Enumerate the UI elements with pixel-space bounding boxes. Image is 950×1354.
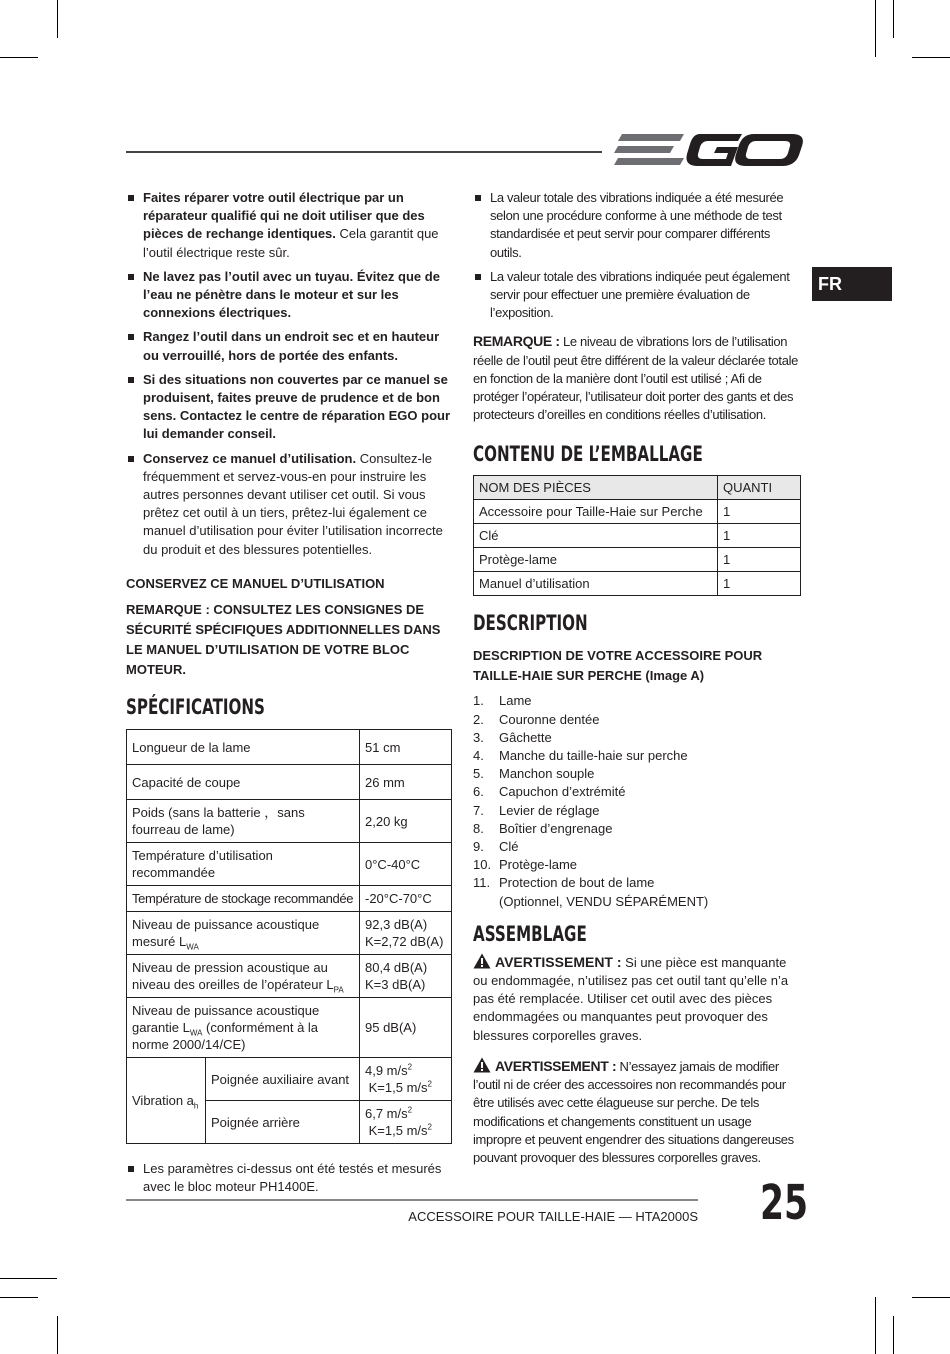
part-label: Boîtier d’engrenage	[499, 820, 613, 836]
vibration-remark	[473, 332, 801, 424]
header-rule	[126, 151, 602, 153]
warning-text: Si une pièce est manquante ou endommagée, n’utilisez pas cet outil tant qu’elle n’a pas été remplacée. Utiliser cet outil avec des pièces endommagées ou manquantes peut provoquer des blessures corporelles graves.	[473, 954, 789, 1043]
part-qty: 1	[718, 548, 801, 572]
bullet-text: Cela garantit que l’outil électrique reste sûr.	[143, 226, 439, 260]
spec-label: Poignée arrière	[206, 1101, 360, 1144]
warning-modification	[473, 1057, 801, 1167]
spec-label-text: Niveau de puissance acoustique garantie L	[132, 1003, 320, 1036]
spec-label-text: Vibration a	[132, 1093, 194, 1109]
language-tab: FR	[812, 267, 892, 301]
part-qty: 1	[718, 524, 801, 548]
part-qty: 1	[718, 500, 801, 524]
list-item	[473, 820, 801, 838]
list-item	[126, 371, 452, 444]
part-name: Clé	[474, 524, 718, 548]
warning-missing-parts	[473, 953, 801, 1045]
list-item: La valeur totale des vibrations indiquée a été mesurée selon une procédure conforme à une méthode de test standardisée et peut servir pour comparer différents outils.	[473, 189, 801, 262]
spec-label-text: Niveau de puissance acoustique mesuré L	[132, 917, 320, 950]
part-label: Manche du taille-haie sur perche	[499, 748, 688, 764]
right-column	[473, 189, 801, 1167]
spec-value	[360, 912, 452, 955]
table-row	[127, 912, 452, 955]
part-name: Manuel d’utilisation	[474, 572, 718, 596]
remark-label: REMARQUE :	[473, 333, 560, 350]
spec-note-list	[126, 1160, 452, 1196]
list-item	[473, 802, 801, 820]
spec-label	[127, 998, 360, 1058]
spec-value-line: 80,4 dB(A)	[365, 960, 428, 976]
spec-value	[360, 1101, 452, 1144]
part-number: 7.	[473, 802, 484, 818]
spec-value: 26 mm	[360, 765, 452, 800]
list-item: La valeur totale des vibrations indiquée peut également servir pour effectuer une première évaluation de l’exposition.	[473, 268, 801, 323]
spec-value: 2,20 kg	[360, 800, 452, 843]
warning-label: AVERTISSEMENT :	[495, 953, 622, 970]
part-label: Levier de réglage	[499, 802, 600, 818]
warning-icon	[473, 1057, 491, 1073]
description-subheading: DESCRIPTION DE VOTRE ACCESSOIRE POUR TAILLE-HAIE SUR PERCHE (Image A)	[473, 648, 763, 684]
part-label: Lame	[499, 693, 532, 709]
list-item	[473, 692, 801, 710]
part-number: 5.	[473, 766, 484, 782]
table-row	[127, 800, 452, 843]
spec-label	[127, 955, 360, 998]
spec-subscript: PA	[333, 985, 344, 995]
warning-text: N’essayez jamais de modifier l’outil ni de créer des accessoires non recommandés pour être utilisés avec cette élagueuse sur perche. De tels modifications et changements constituent un usage impropre et peuvent engendrer des situations dangereuses pouvant provoquer des blessures corporelles graves.	[473, 1058, 794, 1165]
spec-value-line: K=1,5 m/s	[368, 1080, 428, 1096]
warning-label: AVERTISSEMENT :	[495, 1057, 617, 1074]
footer-rule	[126, 1199, 698, 1201]
spec-superscript: 2	[427, 1122, 432, 1132]
part-label: Couronne dentée	[499, 711, 600, 727]
safety-bullet-list	[126, 189, 452, 559]
vibration-bullet-list	[473, 189, 801, 322]
spec-value: 95 dB(A)	[360, 998, 452, 1058]
spec-superscript: 2	[407, 1105, 413, 1115]
specifications-table	[126, 729, 452, 1144]
ego-logo	[614, 130, 804, 170]
part-name: Protège-lame	[474, 548, 718, 572]
spec-value: -20°C-70°C	[360, 886, 452, 912]
part-name: Accessoire pour Taille-Haie sur Perche	[474, 500, 718, 524]
list-item	[473, 711, 801, 729]
spec-label: Longueur de la lame	[127, 730, 360, 765]
bullet-text: Consultez-le fréquemment et servez-vous-en pour instruire les autres personnes devant utiliser cet outil. Si vous prêtez cet outil à un tiers, prêtez-lui également ce manuel d’utilisation pour éviter l’utilisation incorrecte du produit et des blessures potentielles.	[143, 450, 443, 557]
package-contents-table	[473, 475, 801, 596]
list-item	[473, 783, 801, 801]
table-row	[127, 765, 452, 800]
spec-subscript: WA	[189, 1028, 203, 1038]
part-qty: 1	[718, 572, 801, 596]
table-row	[127, 886, 452, 912]
spec-label: Température d’utilisation recommandée	[127, 843, 360, 886]
list-item: Les paramètres ci-dessus ont été testés et mesurés avec le bloc moteur PH1400E.	[126, 1160, 452, 1196]
part-label: Capuchon d’extrémité	[499, 784, 626, 800]
description-title: DESCRIPTION	[473, 611, 588, 636]
part-label: Clé	[499, 839, 519, 855]
table-row	[127, 955, 452, 998]
column-header: NOM DES PIÈCES	[474, 476, 718, 500]
spec-superscript: 2	[407, 1062, 413, 1072]
list-item	[473, 838, 801, 856]
part-number: 6.	[473, 784, 484, 800]
spec-label: Capacité de coupe	[127, 765, 360, 800]
spec-label: Poids (sans la batterie ，sans fourreau de lame)	[127, 800, 360, 843]
bullet-bold-text: Si des situations non couvertes par ce manuel se produisent, faites preuve de prudence et de bon sens. Contactez le centre de réparation EGO pour lui demander conseil.	[143, 371, 451, 442]
specifications-title: SPÉCIFICATIONS	[126, 695, 265, 720]
left-column	[126, 189, 452, 1202]
part-label: Protège-lame	[499, 857, 578, 873]
list-item	[473, 856, 801, 874]
part-number: 11.	[473, 875, 491, 891]
spec-label: Poignée auxiliaire avant	[206, 1058, 360, 1101]
column-header: QUANTI	[718, 476, 801, 500]
footer-title: ACCESSOIRE POUR TAILLE-HAIE — HTA2000S	[408, 1209, 698, 1224]
spec-value-line: 4,9 m/s	[365, 1063, 408, 1079]
spec-value	[360, 1058, 452, 1101]
spec-subscript: WA	[186, 942, 199, 952]
part-number: 9.	[473, 839, 484, 855]
remark-text: Le niveau de vibrations lors de l’utilisation réelle de l’outil peut être différent de la valeur déclarée totale en fonction de la manière dont l’outil est utilisé ; Afi de protéger l’opérateur, l’utilisateur doit porter des gants et des protecteurs d’oreilles en conditions réelles d’utilisation.	[473, 334, 798, 423]
table-row	[474, 500, 801, 524]
bullet-bold-text: Rangez l’outil dans un endroit sec et en hauteur ou verrouillé, hors de portée des enfants.	[143, 329, 440, 363]
spec-value-line: 92,3 dB(A)	[365, 917, 428, 933]
part-label: Manchon souple	[499, 766, 595, 782]
spec-subscript: h	[193, 1101, 199, 1111]
part-number: 8.	[473, 820, 484, 836]
part-number: 2.	[473, 711, 484, 727]
part-number: 3.	[473, 729, 484, 745]
list-item	[473, 765, 801, 783]
table-header-row	[474, 476, 801, 500]
spec-value-line: K=1,5 m/s	[368, 1123, 428, 1139]
table-row	[474, 548, 801, 572]
spec-value-line: K=2,72 dB(A)	[365, 934, 444, 950]
list-item	[126, 450, 452, 559]
part-number: 1.	[473, 693, 484, 709]
spec-value-line: 6,7 m/s	[365, 1106, 408, 1122]
list-item	[126, 328, 452, 364]
package-contents-title: CONTENU DE L’EMBALLAGE	[473, 442, 703, 467]
bullet-bold-text: Ne lavez pas l’outil avec un tuyau. Évitez que de l’eau ne pénètre dans le moteur et sur les connexions électriques.	[143, 268, 440, 321]
part-label-note: (Optionnel, VENDU SÉPARÉMENT)	[499, 893, 709, 909]
table-row	[127, 1058, 452, 1101]
part-number: 4.	[473, 748, 484, 764]
warning-icon	[473, 953, 491, 969]
table-row	[127, 730, 452, 765]
part-label: Gâchette	[499, 729, 552, 745]
list-item	[473, 729, 801, 747]
list-item	[126, 268, 452, 323]
part-label: Protection de bout de lame	[499, 875, 655, 891]
page-number: 25	[760, 1175, 809, 1231]
parts-list	[473, 692, 801, 910]
list-item	[473, 747, 801, 765]
spec-value: 0°C-40°C	[360, 843, 452, 886]
bullet-bold-text: Conservez ce manuel d’utilisation.	[143, 450, 357, 466]
list-item	[126, 189, 452, 262]
spec-value-line: K=3 dB(A)	[365, 977, 426, 993]
table-row	[127, 998, 452, 1058]
keep-manual-heading: CONSERVEZ CE MANUEL D’UTILISATION	[126, 575, 385, 591]
spec-label: Température de stockage recommandée	[127, 886, 360, 912]
part-number: 10.	[473, 857, 492, 873]
table-row	[474, 524, 801, 548]
spec-label	[127, 912, 360, 955]
remark-heading: REMARQUE : CONSULTEZ LES CONSIGNES DE SÉCURITÉ SPÉCIFIQUES ADDITIONNELLES DANS LE MANUEL D’UTILISATION DE VOTRE BLOC MOTEUR.	[126, 602, 441, 678]
spec-label-text: (conformément à la norme 2000/14/CE)	[132, 1020, 319, 1053]
assembly-title: ASSEMBLAGE	[473, 921, 587, 946]
list-item	[473, 874, 801, 910]
spec-superscript: 2	[427, 1079, 432, 1089]
table-row	[474, 572, 801, 596]
spec-label	[127, 1058, 206, 1144]
spec-label-text: Niveau de pression acoustique au niveau des oreilles de l’opérateur L	[132, 960, 334, 993]
table-row	[127, 843, 452, 886]
spec-value: 51 cm	[360, 730, 452, 765]
spec-value	[360, 955, 452, 998]
bullet-bold-text: Faites réparer votre outil électrique par un réparateur qualifié qui ne doit utiliser que des pièces de rechange identiques.	[143, 190, 425, 242]
